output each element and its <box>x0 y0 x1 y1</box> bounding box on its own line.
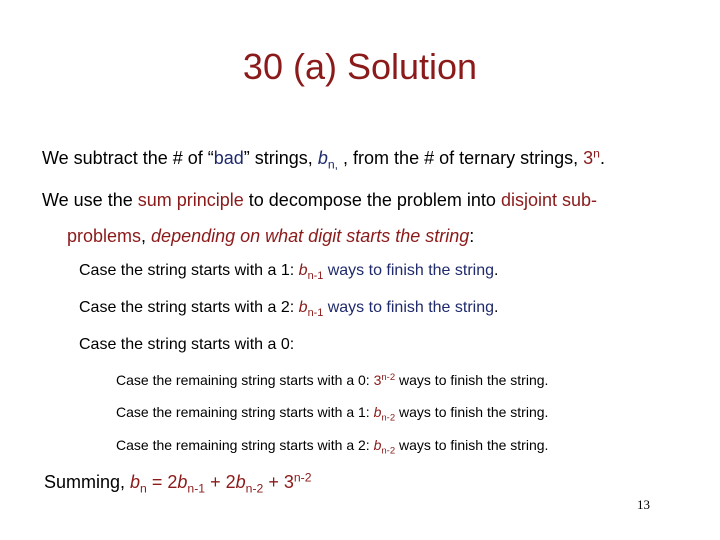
b-symbol: b <box>317 148 328 168</box>
line3-comma: , <box>141 226 152 246</box>
intro-text-1: We subtract the # of “ <box>42 148 214 168</box>
sub2-text: Case the remaining string starts with a 1: <box>116 404 374 420</box>
sub1-ways: ways to finish the string. <box>395 372 549 388</box>
sub3-b: b <box>373 437 382 453</box>
case2-b: b <box>298 299 308 316</box>
case1-b: b <box>298 262 308 279</box>
sub3-ways: ways to finish the string. <box>395 437 549 453</box>
case1-ways: ways to finish the string <box>323 262 495 279</box>
bn-term <box>317 148 339 172</box>
sub2-ways: ways to finish the string. <box>395 404 549 420</box>
subcase-2 <box>116 437 549 457</box>
case2-ways: ways to finish the string <box>323 299 495 316</box>
intro-text-3: , from the # of ternary strings, <box>338 148 584 168</box>
sub1-text: Case the remaining string starts with a 0: <box>116 372 374 388</box>
term3-exp: n-2 <box>293 470 312 485</box>
disjoint-sub-term: disjoint sub- <box>500 190 597 210</box>
case2-count <box>298 299 324 319</box>
case1-sub: n-1 <box>307 269 324 282</box>
line3-colon: : <box>469 226 475 246</box>
case1-text: Case the string starts with a 1: <box>79 262 299 279</box>
line2-text-2: to decompose the problem into <box>243 190 501 210</box>
case3-text: Case the string starts with a 0: <box>79 336 295 353</box>
sub1-exp: n-2 <box>381 371 396 383</box>
case-starts-1 <box>79 262 498 280</box>
lhs-b: b <box>130 472 141 492</box>
term2-b: b <box>235 472 246 492</box>
term1-sub: n-1 <box>187 481 206 496</box>
plus-two: + 2 <box>205 472 236 492</box>
sum-principle-term: sum principle <box>137 190 244 210</box>
bad-term: bad <box>213 148 244 168</box>
case1-count <box>298 262 324 282</box>
sum-principle-line <box>42 190 597 211</box>
case1-period: . <box>494 262 499 279</box>
page-number: 13 <box>637 497 650 512</box>
depending-phrase: depending on what digit starts the string <box>151 226 470 246</box>
formula <box>130 470 312 496</box>
case-starts-2 <box>79 299 498 317</box>
lhs-sub: n <box>140 481 147 496</box>
intro-period: . <box>599 148 605 168</box>
sub1-count <box>374 372 396 388</box>
sub3-text: Case the remaining string starts with a 2: <box>116 437 374 453</box>
sub2-count <box>373 404 396 424</box>
sub1-base: 3 <box>373 372 382 388</box>
term1-b: b <box>177 472 188 492</box>
n-exponent: n <box>593 146 600 161</box>
summing-label: Summing, <box>44 472 131 492</box>
problems-line <box>67 226 474 247</box>
sub3-count <box>373 437 396 457</box>
plus-three: + 3 <box>263 472 294 492</box>
three-pow-n-term <box>583 148 600 168</box>
problems-term: problems <box>67 226 142 246</box>
eq-two: = 2 <box>146 472 178 492</box>
sub2-sub: n-2 <box>381 412 396 424</box>
base-three: 3 <box>583 148 594 168</box>
n-subscript: n, <box>327 157 339 172</box>
sub2-b: b <box>373 404 382 420</box>
subcase-0 <box>116 372 548 388</box>
term2-sub: n-2 <box>245 481 264 496</box>
case2-period: . <box>494 299 499 316</box>
sub3-sub: n-2 <box>381 445 396 457</box>
line2-text-1: We use the <box>42 190 138 210</box>
case-starts-0 <box>79 336 294 354</box>
subcase-1 <box>116 404 549 424</box>
intro-line <box>42 146 605 172</box>
slide-title: 30 (a) Solution <box>242 46 478 87</box>
summing-formula <box>44 470 312 496</box>
intro-text-2: ” strings, <box>243 148 318 168</box>
case2-text: Case the string starts with a 2: <box>79 299 299 316</box>
case2-sub: n-1 <box>307 306 324 319</box>
